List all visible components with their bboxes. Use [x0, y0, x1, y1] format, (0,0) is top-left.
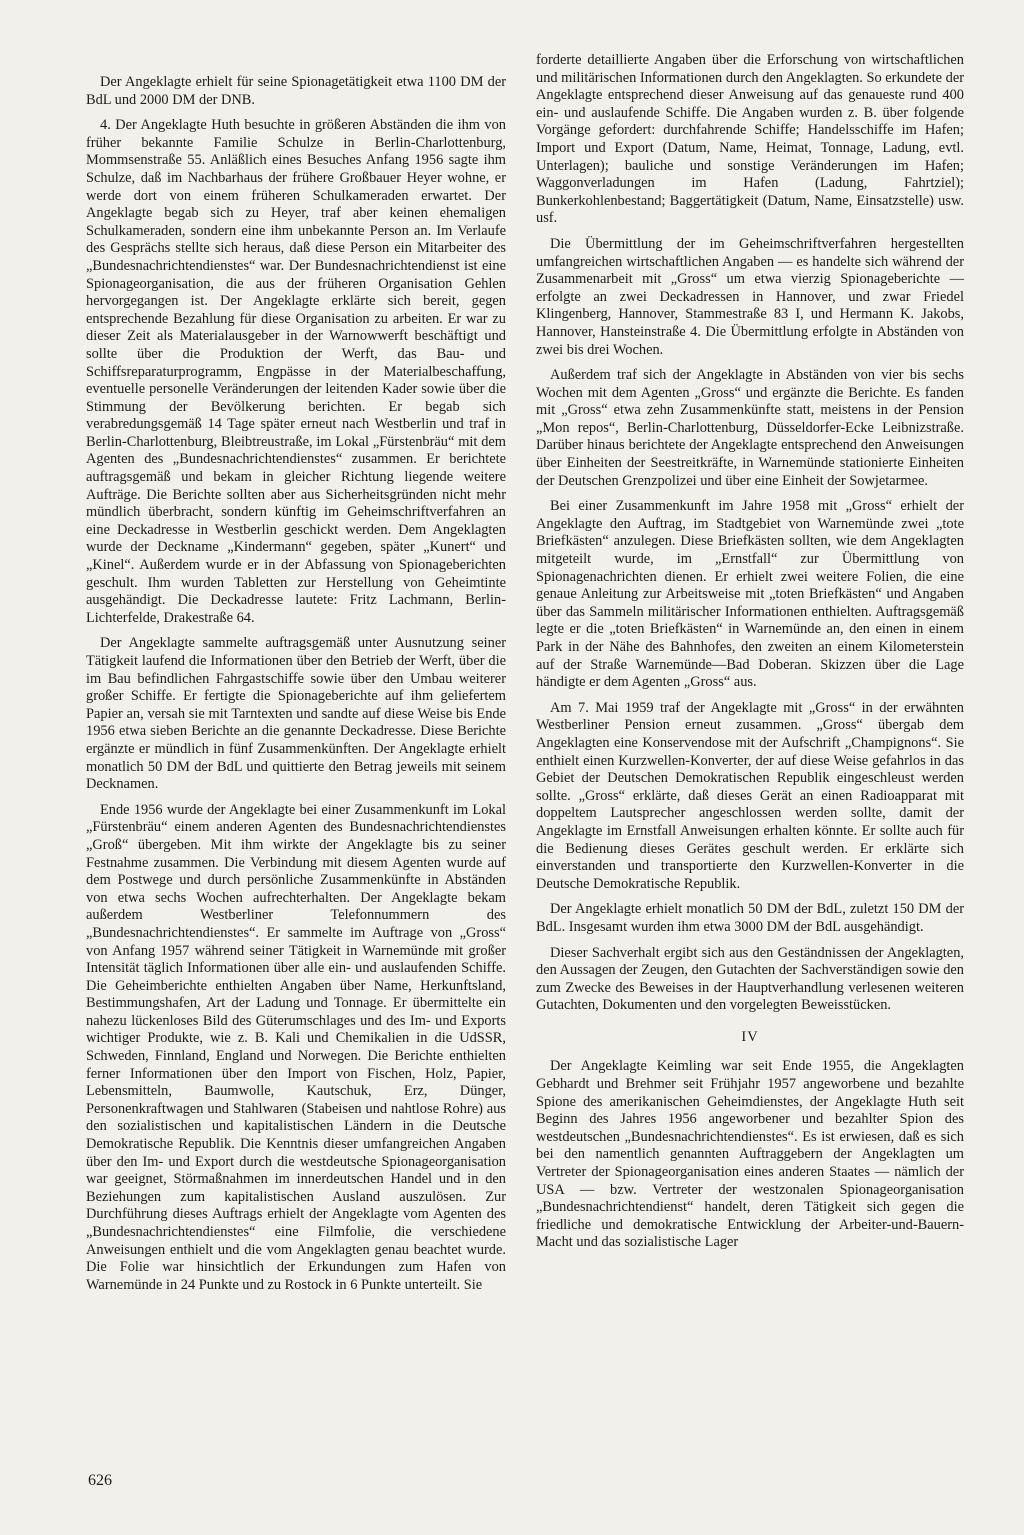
paragraph: Am 7. Mai 1959 traf der Angeklagte mit „Gross“ in der erwähnten Westberliner Pension erneut zusammen. „Gross“ übergab dem Angeklagten eine Konservendose mit der Aufschrift „Champignons“. Sie enthielt einen Kurzwellen-Konverter, der auf diese Weise gefahrlos in das Gebiet der Deutschen Demokratischen Republik eingeschleust werden sollte. „Gross“ erklärte, daß dieses Gerät an einen Radioapparat mit doppeltem Lautsprecher angeschlossen werden sollte, damit der Angeklagte im Ernstfall Anweisungen erhalten könnte. Er sollte auch für die Bedienung dieses Gerätes geschult werden. Er erklärte sich einverstanden und transportierte den Kurzwellen-Konverter in die Deutsche Demokratische Republik. — [536, 699, 964, 892]
right-column — [536, 52, 964, 1260]
paragraph: Der Angeklagte sammelte auftragsgemäß unter Ausnutzung seiner Tätigkeit laufend die Informationen über den Betrieb der Werft, über die im Bau befindlichen Fahrgastschiffe sowie über den Umbau weiterer großer Schiffe. Er fertigte die Spionageberichte auf ihm geliefertem Papier an, versah sie mit Tarntexten und sandte auf diese Weise bis Ende 1956 etwa sieben Berichte an die genannte Deckadresse. Diese Berichte ergänzte er mündlich in fünf Zusammenkünften. Der Angeklagte erhielt monatlich 50 DM der BdL und quittierte den Betrag jeweils mit seinem Decknamen. — [86, 635, 506, 793]
left-column — [86, 74, 506, 1302]
page-number: 626 — [88, 1472, 112, 1489]
paragraph: Der Angeklagte Keimling war seit Ende 1955, die Angeklagten Gebhardt und Brehmer seit Frühjahr 1957 angeworbene und bezahlte Spione des amerikanischen Geheimdienstes, der Angeklagte Huth seit Beginn des Jahres 1956 angeworbener und bezahlter Spion des westdeutschen „Bundesnachrichtendienstes“. Es ist erwiesen, daß es sich bei den namentlich genannten Auftraggebern der Angeklagten um Vertreter der Spionageorganisation eines anderen Staates — nämlich der USA — bzw. Vertreter der westzonalen Spionageorganisation „Bundesnachrichtendienst“ handelt, deren Tätigkeit sich gegen die friedliche und demokratische Entwicklung der Arbeiter-und-Bauern-Macht und das sozialistische Lager — [536, 1058, 964, 1251]
paragraph: Der Angeklagte erhielt monatlich 50 DM der BdL, zuletzt 150 DM der BdL. Insgesamt wurden ihm etwa 3000 DM der BdL ausgehändigt. — [536, 901, 964, 935]
section-heading: IV — [741, 1028, 759, 1045]
paragraph: 4. Der Angeklagte Huth besuchte in größeren Abständen die ihm von früher bekannte Familie Schulze in Berlin-Charlottenburg, Mommsenstraße 55. Anläßlich eines Besuches Anfang 1956 sagte ihm Schulze, daß im Nachbarhaus der frühere Großbauer Heyer wohne, er werde dort von einem früheren Schulkameraden erwartet. Der Angeklagte begab sich zu Heyer, traf aber keinen ehemaligen Schulkameraden, sondern eine ihm unbekannte Person an. Im Verlaufe des Gesprächs stellte sich heraus, daß diese Person ein Mitarbeiter des „Bundesnachrichtendienstes“ war. Der Bundesnachrichtendienst ist eine Spionageorganisation, die aus der früheren Organisation Gehlen hervorgegangen ist. Der Angeklagte erklärte sich bereit, gegen entsprechende Bezahlung für diese Organisation zu arbeiten. Er war zu dieser Zeit als Materialausgeber in der Warnowwerft beschäftigt und sollte über die Produktion der Werft, das Bau- und Schiffsreparaturprogramm, Engpässe in der Materialbeschaffung, eventuelle personelle Veränderungen der leitenden Kader sowie über die Stimmung der Bevölkerung berichten. Er begab sich verabredungsgemäß 14 Tage später erneut nach Westberlin und traf in Berlin-Charlottenburg, Bleibtreustraße, im Lokal „Fürstenbräu“ mit dem Agenten des „Bundesnachrichtendienstes“ zusammen. Er berichtete auftragsgemäß und bekam in gleicher Richtung liegende weitere Aufträge. Die Berichte sollten aber aus Sicherheitsgründen nicht mehr mündlich überbracht, sondern künftig im Geheimschriftverfahren an eine Deckadresse in Westberlin geschickt werden. Dem Angeklagten wurde der Deckname „Kindermann“ gegeben, später „Kunert“ und „Kinel“. Außerdem wurde er in der Abfassung von Spionageberichten geschult. Ihm wurden Tabletten zur Herstellung von Geheimtinte ausgehändigt. Die Deckadresse lautete: Fritz Lachmann, Berlin-Lichterfelde, Drakestraße 64. — [86, 117, 506, 626]
paragraph: Bei einer Zusammenkunft im Jahre 1958 mit „Gross“ erhielt der Angeklagte den Auftrag, im Stadtgebiet von Warnemünde zwei „tote Briefkästen“ anzulegen. Diese Briefkästen sollten, wie dem Angeklagten mitgeteilt wurde, im „Ernstfall“ zur Übermittlung von Spionagenachrichten dienen. Er erhielt zwei weitere Folien, die eine genaue Anleitung zur Arbeitsweise mit „toten Briefkästen“ und Angaben über das Sammeln militärischer Informationen enthielten. Auftragsgemäß legte er die „toten Briefkästen“ in Warnemünde an, den einen in einem Park in der Nähe des Bahnhofes, den zweiten an einem Kilometerstein auf der Straße Warnemünde—Bad Doberan. Skizzen über die Lage händigte er dem Agenten „Gross“ aus. — [536, 498, 964, 691]
paragraph: Der Angeklagte erhielt für seine Spionagetätigkeit etwa 1100 DM der BdL und 2000 DM der DNB. — [86, 74, 506, 108]
paragraph: Außerdem traf sich der Angeklagte in Abständen von vier bis sechs Wochen mit dem Agenten „Gross“ und ergänzte die Berichte. Es fanden mit „Gross“ etwa zehn Zusammenkünfte statt, meistens in der Pension „Mon repos“, Berlin-Charlottenburg, Düsseldorfer-Ecke Leibnizstraße. Darüber hinaus berichtete der Angeklagte entsprechend den Anweisungen über Einheiten der Seestreitkräfte, in Warnemünde stationierte Einheiten der Deutschen Grenzpolizei und über eine Einheit der Sowjetarmee. — [536, 367, 964, 489]
paragraph: Die Übermittlung der im Geheimschriftverfahren hergestellten umfangreichen wirtschaftlichen Angaben — es handelte sich während der Zusammenarbeit mit „Gross“ um etwa vierzig Spionageberichte — erfolgte an zwei Deckadressen in Hannover, und zwar Friedel Klingenberg, Hannover, Stammestraße 83 I, und Hermann K. Jakobs, Hannover, Hansteinstraße 4. Die Übermittlung erfolgte in Abständen von zwei bis drei Wochen. — [536, 235, 964, 358]
paragraph: Ende 1956 wurde der Angeklagte bei einer Zusammenkunft im Lokal „Fürstenbräu“ einem anderen Agenten des Bundesnachrichtendienstes „Groß“ übergeben. Mit ihm wirkte der Angeklagte bis zu seiner Festnahme zusammen. Die Verbindung mit diesem Agenten wurde auf dem Postwege und durch persönliche Zusammenkünfte in Abständen von etwa sechs Wochen aufrechterhalten. Der Angeklagte bekam außerdem Westberliner Telefonnummern des „Bundesnachrichtendienstes“. Er sammelte im Auftrage von „Gross“ von Anfang 1957 während seiner Tätigkeit in Warnemünde mit großer Intensität täglich Informationen über alle ein- und auslaufenden Schiffe. Die Geheimberichte enthielten Angaben über Name, Herkunftsland, Bestimmungshafen, Art der Ladung und Tonnage. Er übermittelte ein nahezu lückenloses Bild des Güterumschlages und des Im- und Exports wichtiger Produkte, wie z. B. Kali und Chemikalien in die UdSSR, Schweden, Finnland, England und Norwegen. Die Berichte enthielten ferner Informationen über den Import von Fischen, Holz, Papier, Lebensmitteln, Baumwolle, Kautschuk, Erz, Dünger, Personenkraftwagen und Stahlwaren (Stabeisen und nahtlose Rohre) aus den sozialistischen und kapitalistischen Ländern in die Deutsche Demokratische Republik. Die Kenntnis dieser umfangreichen Angaben über den Im- und Export durch die westdeutsche Spionageorganisation war geeignet, Störmaßnahmen im innerdeutschen Handel und in den Beziehungen zum kapitalistischen Ausland auszulösen. Zur Durchführung dieses Auftrags erhielt der Angeklagte vom Agenten des „Bundesnachrichtendienstes“ eine Filmfolie, die verschiedene Anweisungen enthielt und die vom Angeklagten genau beachtet wurde. Die Folie war hinsichtlich der Erkundungen zum Hafen von Warnemünde in 24 Punkte und zu Rostock in 6 Punkte unterteilt. Sie — [86, 801, 506, 1293]
paragraph: forderte detaillierte Angaben über die Erforschung von wirtschaftlichen und militärischen Informationen durch den Angeklagten. So erkundete der Angeklagte entsprechend dieser Anweisung auf das genaueste rund 400 ein- und auslaufende Schiffe. Die Angaben wurden z. B. über folgende Vorgänge gefordert: durchfahrende Schiffe; Handelsschiffe im Hafen; Import und Export (Datum, Name, Heimat, Tonnage, Ladung, evtl. Unterlagen); bauliche und sonstige Veränderungen im Hafen; Waggonverladungen im Hafen (Ladung, Fahrtziel); Bunkerkohlenbestand; Baggertätigkeit (Datum, Name, Einsatzstelle) usw. usf. — [536, 52, 964, 227]
paragraph: Dieser Sachverhalt ergibt sich aus den Geständnissen der Angeklagten, den Aussagen der Zeugen, den Gutachten der Sachverständigen sowie den zum Zwecke des Beweises in der Hauptverhandlung verlesenen weiteren Gutachten, Dokumenten und den vorgelegten Beweisstücken. — [536, 944, 964, 1014]
